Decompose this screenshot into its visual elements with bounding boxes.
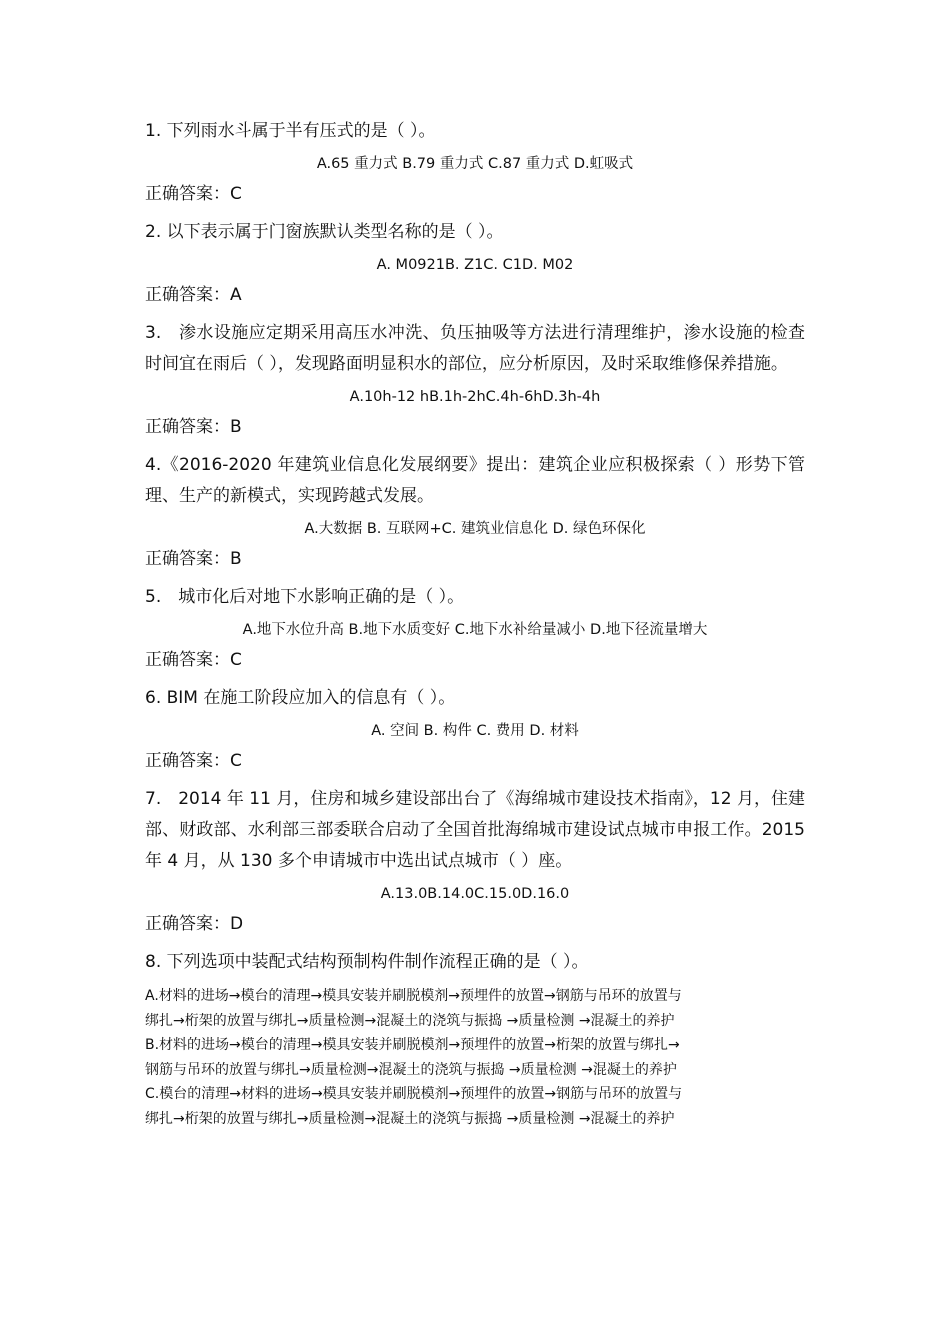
option-line: B.材料的进场→模台的清理→模具安装并刷脱模剂→预埋件的放置→桁架的放置与绑扎→ xyxy=(145,1037,680,1053)
option-line: 绑扎→桁架的放置与绑扎→质量检测→混凝土的浇筑与振捣 →质量检测 →混凝土的养护 xyxy=(145,1012,675,1029)
correct-answer: 正确答案：C xyxy=(145,751,242,771)
correct-answer: 正确答案：B xyxy=(145,417,242,437)
question-3 xyxy=(145,318,805,443)
question-options: A. 空间 B. 构件 C. 费用 D. 材料 xyxy=(371,723,579,739)
correct-answer: 正确答案：A xyxy=(145,285,242,305)
question-options: A.10h-12 hB.1h-2hC.4h-6hD.3h-4h xyxy=(349,389,601,405)
question-stem: 1. 下列雨水斗属于半有压式的是（ ）。 xyxy=(145,121,436,141)
question-stem: 7. 2014 年 11 月，住房和城乡建设部出台了《海绵城市建设技术指南》，12 月，住建部、财政部、水利部三部委联合启动了全国首批海绵城市建设试点城市申报工作。2015 年 4 月，从 130 多个申请城市中选出试点城市（ ）座。 xyxy=(145,789,805,871)
question-4 xyxy=(145,450,805,575)
question-stem: 6. BIM 在施工阶段应加入的信息有（ ）。 xyxy=(145,688,456,708)
question-stem: 8. 下列选项中装配式结构预制构件制作流程正确的是（ ）。 xyxy=(145,952,589,972)
correct-answer: 正确答案：C xyxy=(145,184,242,204)
question-6 xyxy=(145,683,805,777)
correct-answer: 正确答案：D xyxy=(145,914,244,934)
question-options: A. M0921B. Z1C. C1D. M02 xyxy=(376,257,574,273)
question-stem: 5. 城市化后对地下水影响正确的是（ ）。 xyxy=(145,587,465,607)
question-list xyxy=(145,116,805,1131)
question-1 xyxy=(145,116,805,210)
question-options: A.65 重力式 B.79 重力式 C.87 重力式 D.虹吸式 xyxy=(316,156,634,172)
option-line: 绑扎→桁架的放置与绑扎→质量检测→混凝土的浇筑与振捣 →质量检测 →混凝土的养护 xyxy=(145,1110,675,1127)
question-options: A.13.0B.14.0C.15.0D.16.0 xyxy=(380,886,570,902)
question-stem: 3. 渗水设施应定期采用高压水冲洗、负压抽吸等方法进行清理维护，渗水设施的检查时间宜在雨后（ ），发现路面明显积水的部位，应分析原因，及时采取维修保养措施。 xyxy=(145,323,805,374)
question-7 xyxy=(145,784,805,940)
question-8 xyxy=(145,947,805,1131)
question-5 xyxy=(145,582,805,676)
option-line: A.材料的进场→模台的清理→模具安装并刷脱模剂→预埋件的放置→钢筋与吊环的放置与 xyxy=(145,988,682,1004)
correct-answer: 正确答案：B xyxy=(145,549,242,569)
question-stem: 2. 以下表示属于门窗族默认类型名称的是（ ）。 xyxy=(145,222,504,242)
question-options: A.地下水位升高 B.地下水质变好 C.地下水补给量减小 D.地下径流量增大 xyxy=(242,622,708,638)
option-line: C.模台的清理→材料的进场→模具安装并刷脱模剂→预埋件的放置→钢筋与吊环的放置与 xyxy=(145,1086,683,1102)
question-options: A.大数据 B. 互联网+C. 建筑业信息化 D. 绿色环保化 xyxy=(304,521,646,537)
correct-answer: 正确答案：C xyxy=(145,650,242,670)
question-2 xyxy=(145,217,805,311)
question-options xyxy=(145,984,805,1131)
option-line: 钢筋与吊环的放置与绑扎→质量检测→混凝土的浇筑与振捣 →质量检测 →混凝土的养护 xyxy=(145,1061,677,1078)
question-stem: 4.《2016-2020 年建筑业信息化发展纲要》提出：建筑企业应积极探索（ ）形势下管理、生产的新模式，实现跨越式发展。 xyxy=(145,455,806,506)
